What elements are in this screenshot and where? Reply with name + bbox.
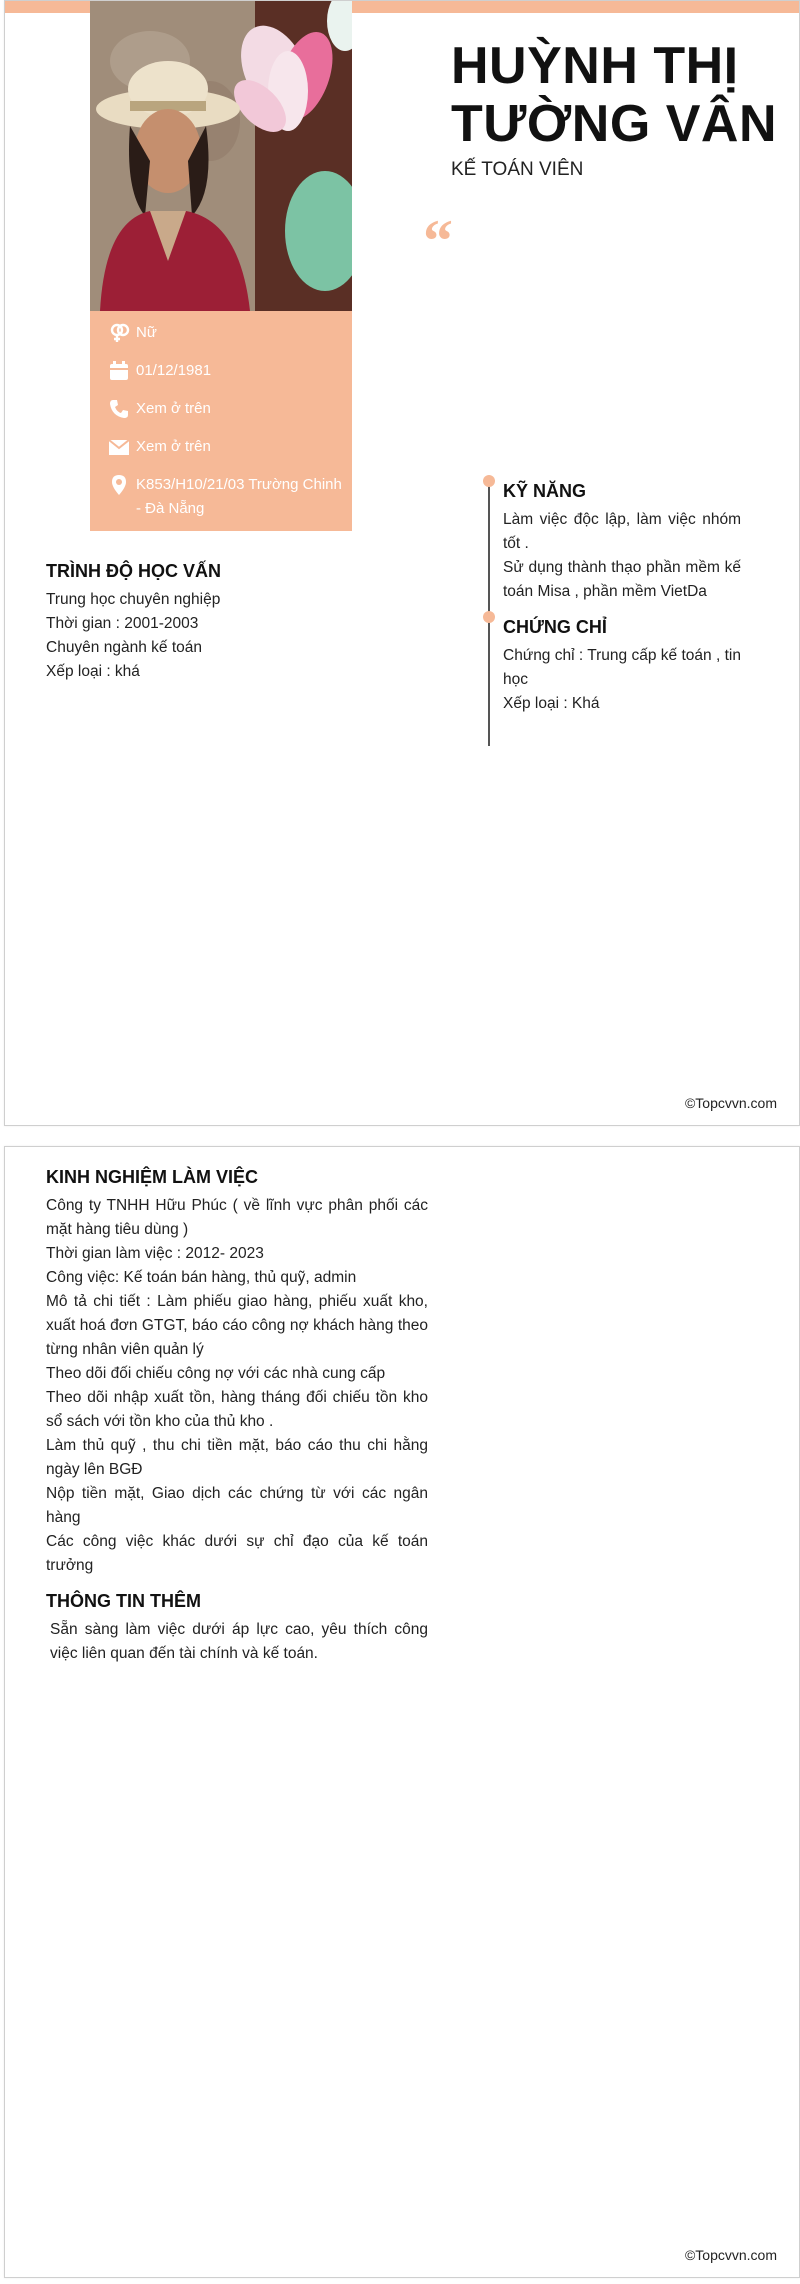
top-accent-bar-left (5, 1, 90, 13)
name-line-1: HUỲNH THỊ (451, 37, 739, 95)
certificates-section (503, 617, 741, 716)
contact-panel (90, 311, 352, 531)
timeline-dot-certificates (483, 611, 495, 623)
skills-title: KỸ NĂNG (503, 481, 587, 501)
contact-address (108, 473, 344, 521)
additional-info-text: Sẵn sàng làm việc dưới áp lực cao, yêu thích công việc liên quan đến tài chính và kế toán. (50, 1621, 428, 1662)
experience-line: Nộp tiền mặt, Giao dịch các chứng từ với các ngân hàng (46, 1485, 428, 1526)
contact-phone (108, 397, 344, 421)
calendar-icon (108, 360, 130, 382)
job-title: KẾ TOÁN VIÊN (451, 159, 584, 180)
candidate-name (451, 37, 777, 153)
experience-line: Thời gian làm việc : 2012- 2023 (46, 1245, 264, 1262)
cv-page-2 (4, 1146, 800, 2278)
email-value: Xem ở trên (136, 438, 211, 455)
contact-gender (108, 321, 344, 345)
timeline-dot-skills (483, 475, 495, 487)
email-icon (108, 436, 130, 458)
certificates-title: CHỨNG CHỈ (503, 617, 607, 637)
experience-section (46, 1167, 428, 1578)
contact-dob (108, 359, 344, 383)
experience-line: Công việc: Kế toán bán hàng, thủ quỹ, admin (46, 1269, 357, 1286)
quote-mark: “ (423, 208, 453, 274)
footer-watermark: ©Topcvvn.com (684, 1095, 777, 1111)
skills-text: Làm việc độc lập, làm việc nhóm tốt . (503, 511, 741, 552)
education-title: TRÌNH ĐỘ HỌC VẤN (46, 561, 221, 581)
phone-value: Xem ở trên (136, 400, 211, 417)
footer-watermark: ©Topcvvn.com (684, 2247, 777, 2263)
additional-info-title: THÔNG TIN THÊM (46, 1591, 201, 1611)
dob-value: 01/12/1981 (136, 362, 212, 379)
cv-page-1 (4, 0, 800, 1126)
education-line: Xếp loại : khá (46, 663, 140, 680)
education-section (46, 561, 286, 684)
gender-icon (108, 322, 130, 344)
experience-line: Theo dõi nhập xuất tồn, hàng tháng đối chiếu tồn kho sổ sách với tồn kho của thủ kho . (46, 1389, 428, 1430)
location-icon (108, 474, 130, 496)
certificates-text: Chứng chỉ : Trung cấp kế toán , tin học (503, 647, 741, 688)
profile-photo (90, 1, 352, 311)
skills-section (503, 481, 741, 604)
skills-text: Sử dụng thành thạo phần mềm kế toán Misa , phần mềm VietDa (503, 559, 741, 600)
certificates-text: Xếp loại : Khá (503, 695, 600, 712)
contact-email (108, 435, 344, 459)
experience-line: Mô tả chi tiết : Làm phiếu giao hàng, phiếu xuất kho, xuất hoá đơn GTGT, báo cáo công nợ khách hàng theo từng nhân viên quản lý (46, 1293, 428, 1358)
experience-line: Theo dõi đối chiếu công nợ với các nhà cung cấp (46, 1365, 386, 1382)
experience-line: Công ty TNHH Hữu Phúc ( về lĩnh vực phân phối các mặt hàng tiêu dùng ) (46, 1197, 428, 1238)
experience-title: KINH NGHIỆM LÀM VIỆC (46, 1167, 259, 1187)
education-line: Trung học chuyên nghiệp (46, 591, 221, 608)
additional-info-section (46, 1591, 428, 1666)
gender-value: Nữ (136, 324, 157, 341)
education-line: Chuyên ngành kế toán (46, 639, 202, 656)
education-line: Thời gian : 2001-2003 (46, 615, 199, 632)
name-line-2: TƯỜNG VÂN (451, 95, 777, 153)
phone-icon (108, 398, 130, 420)
top-accent-bar-right (352, 1, 799, 13)
experience-line: Làm thủ quỹ , thu chi tiền mặt, báo cáo thu chi hằng ngày lên BGĐ (46, 1437, 428, 1478)
address-value: K853/H10/21/03 Trường Chinh - Đà Nẵng (136, 476, 342, 517)
experience-line: Các công việc khác dưới sự chỉ đạo của kế toán trưởng (46, 1533, 428, 1574)
